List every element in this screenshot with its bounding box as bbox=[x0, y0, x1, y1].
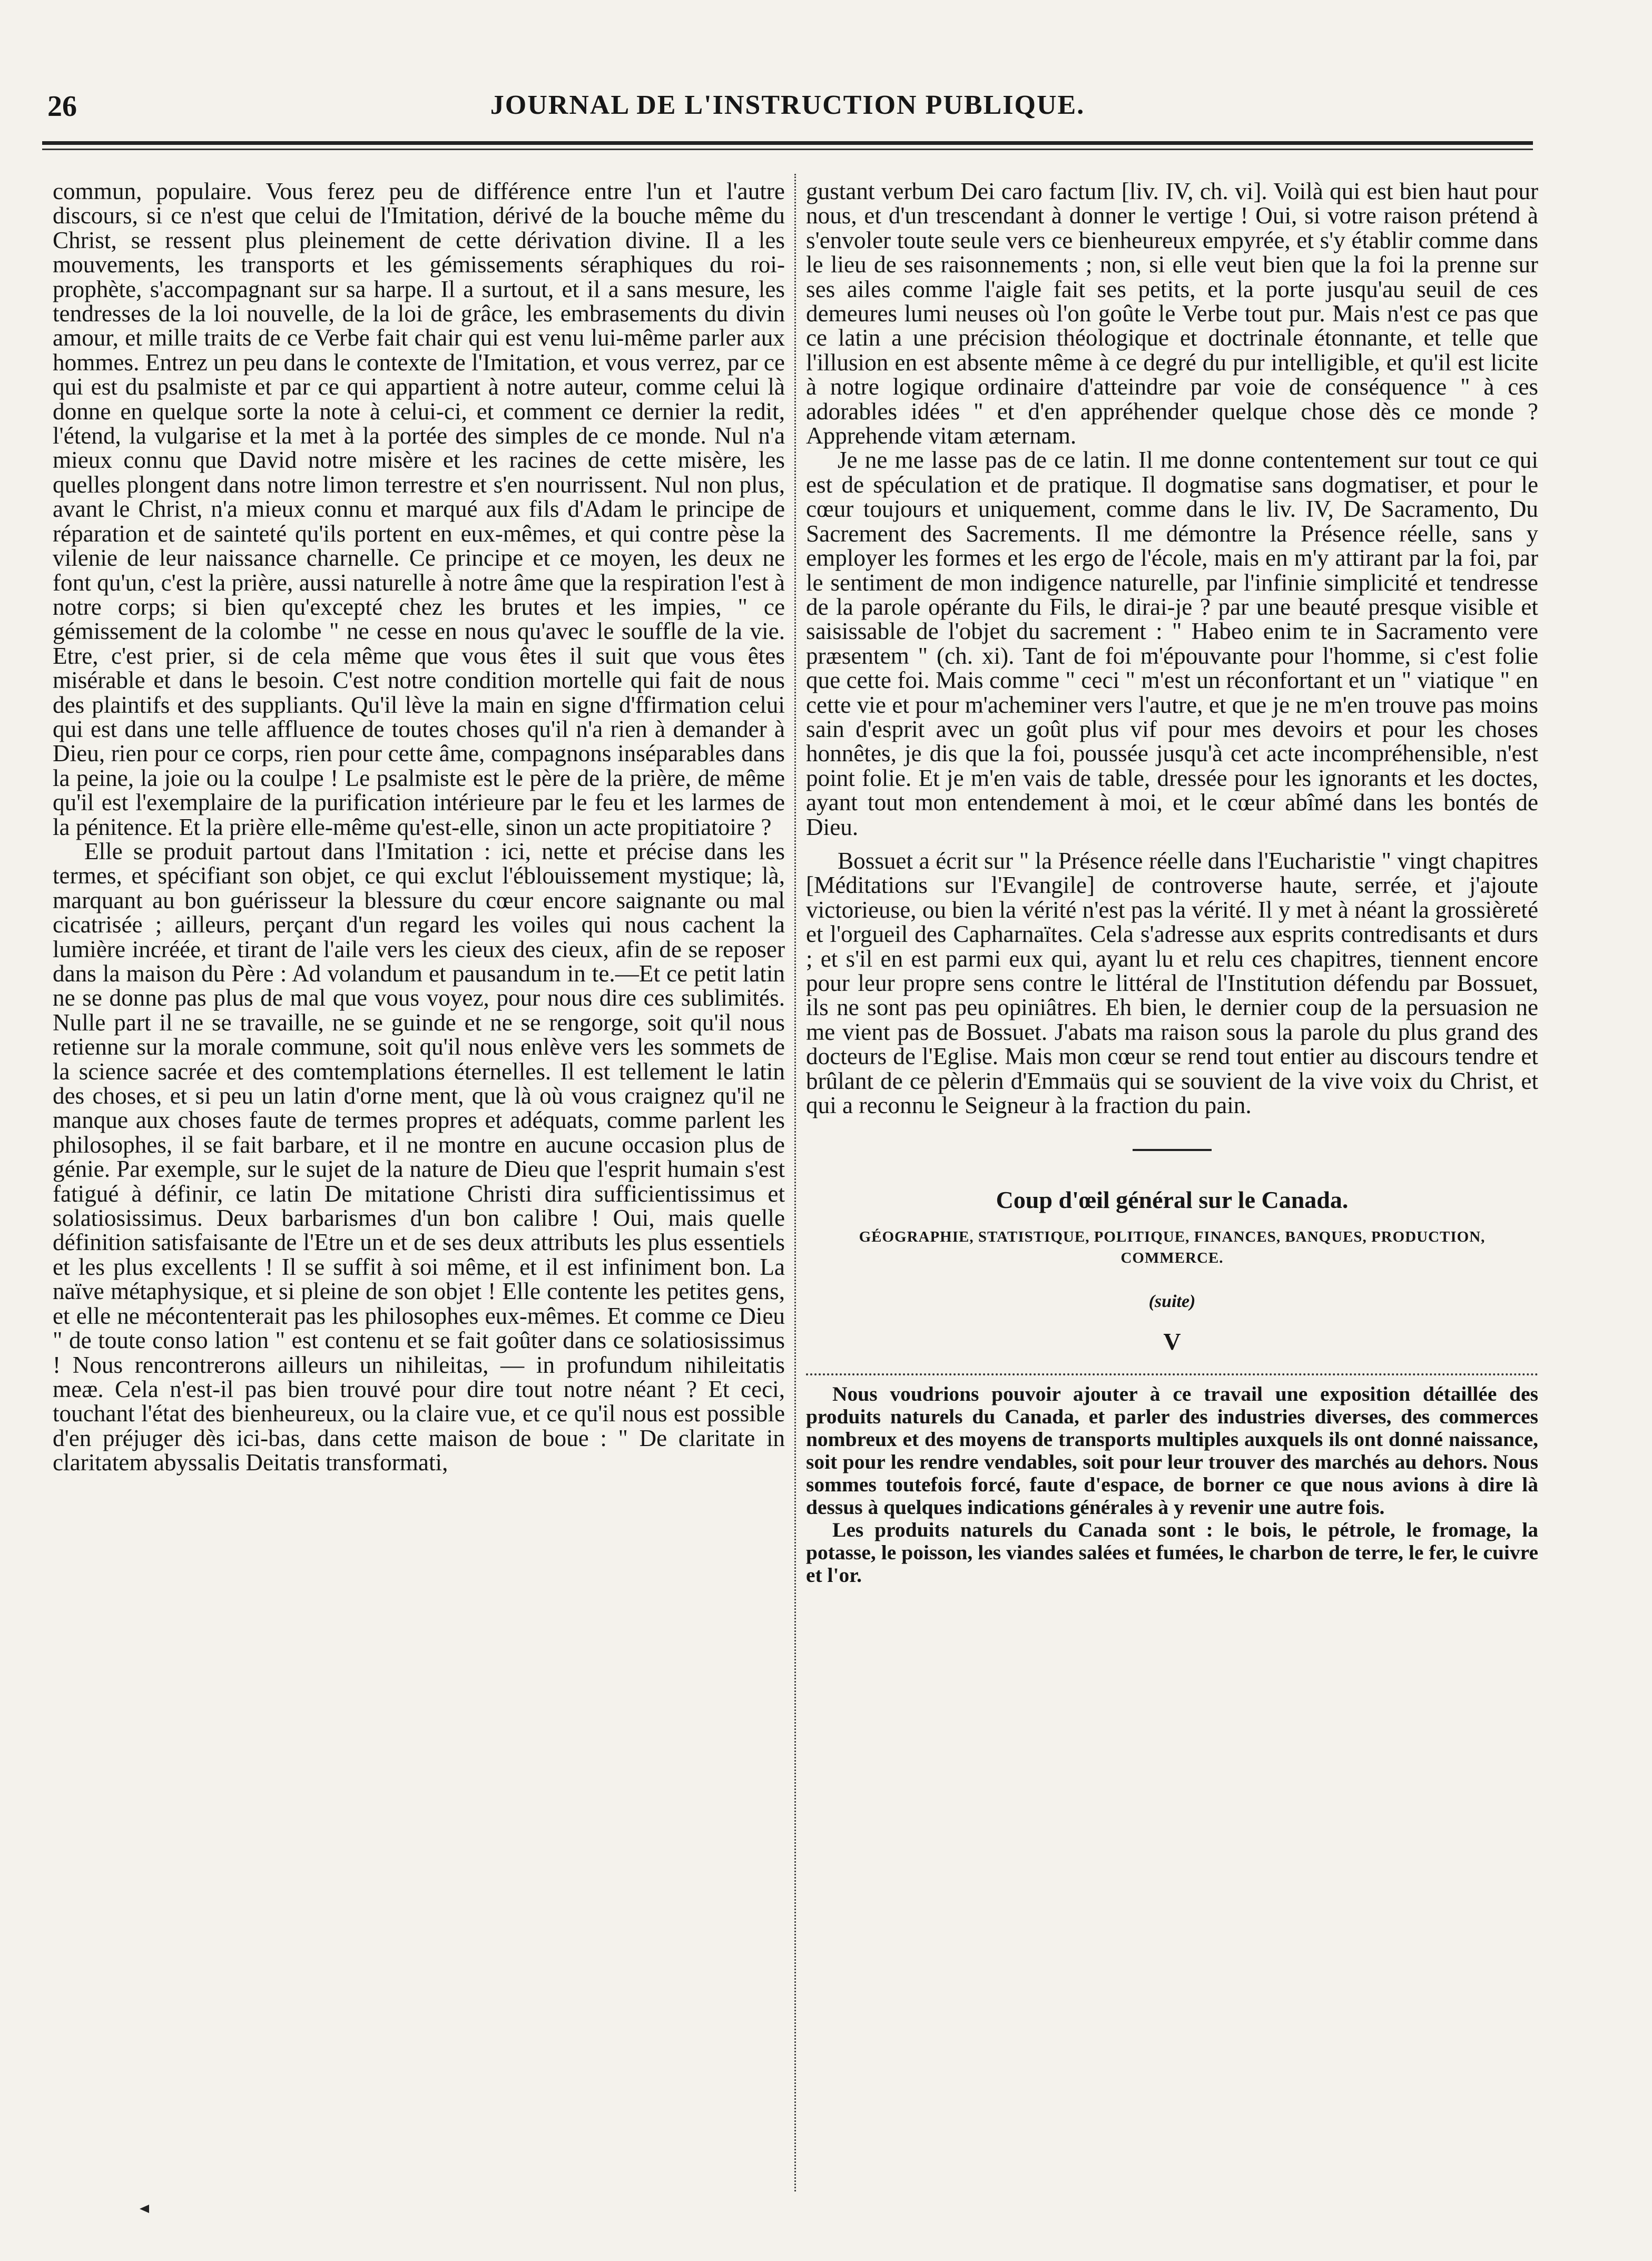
journal-title: JOURNAL DE L'INSTRUCTION PUBLIQUE. bbox=[490, 90, 1085, 120]
left-paragraph-2: Elle se produit partout dans l'Imitation : ici, nette et précise dans les termes, et spécifiant son objet, ce qui exclut l'éblouissement mystique; là, marquant au bon guérisseur la blessure du cœur encore saignante ou mal cicatrisée ; ailleurs, perçant d'un regard les voiles qui nous cachent la lumière incréée, et tirant de l'aile vers les cieux des cieux, afin de se reposer dans la maison du Père : Ad volandum et pausandum in te.—Et ce petit latin ne se donne pas plus de mal que vous voyez, pour nous dire ces sublimités. Nulle part il ne se travaille, ne se guinde et ne se rengorge, soit qu'il nous retienne sur la morale commune, soit qu'il nous enlève vers les sommets de la science sacrée et des comtemplations éternelles. Il est tellement le latin des choses, et si peu un latin d'orne ment, que là où vous craignez qu'il ne manque aux choses faute de termes propres et adéquats, comme parlent les philosophes, il se fait barbare, et il ne montre en aucune occasion plus de génie. Par exemple, sur le sujet de la nature de Dieu que l'esprit humain s'est fatigué à définir, ce latin De mitatione Christi dira sufficientissimus et solatiosissimus. Deux barbarismes d'un bon calibre ! Oui, mais quelle définition satisfaisante de l'Etre un et de ses deux attributs les plus essentiels et les plus excellents ! Il se suffit à soi même, et il est infiniment bon. La naïve métaphysique, et si pleine de son objet ! Elle contente les petites gens, et elle ne mécontenterait pas les philosophes eux-mêmes. Et comme ce Dieu " de toute conso lation " est contenu et se fait goûter dans ce solatiosissimus ! Nous rencontrerons ailleurs un nihileitas, — in profundum nihileitatis meæ. Cela n'est-il pas bien trouvé pour dire tout notre néant ? Et ceci, touchant l'état des bienheureux, ou la claire vue, et ce qu'il nous est possible d'en préjuger dès ici-bas, dans cette maison de boue : " De claritate in claritatem abyssalis Deitatis transformati, bbox=[53, 838, 785, 1476]
right-paragraph-3: Bossuet a écrit sur " la Présence réelle dans l'Eucharistie " vingt chapitres [Méditations sur l'Evangile] de controverse haute, serrée, et j'ajoute victorieuse, ou bien la vérité n'est pas la vérité. Il y met à néant la grossièreté et l'orgueil des Capharnaïtes. Cela s'adresse aux esprits contredisants et durs ; et s'il en est parmi eux qui, ayant lu et relu ces chapitres, tiennent encore pour leur propre sens contre le littéral de l'Institution défendu par Bossuet, ils ne sont pas peu opiniâtres. Eh bien, le dernier coup de la persuasion ne me vient pas de Bossuet. J'abats ma raison sous la parole du plus grand des docteurs de l'Eglise. Mais mon cœur se rend tout entier au discours tendre et brûlant de ce pèlerin d'Emmaüs qui se souvient de la vive voix du Christ, et qui a reconnu le Seigneur à la fraction du pain. bbox=[806, 847, 1538, 1119]
section-subtitle: GÉOGRAPHIE, STATISTIQUE, POLITIQUE, FINANCES, BANQUES, PRODUCTION, COMMERCE. bbox=[859, 1228, 1486, 1266]
right-paragraph-2: Je ne me lasse pas de ce latin. Il me donne contentement sur tout ce qui est de spéculation et de pratique. Il dogmatise sans dogmatiser, et pour le cœur toujours et uniquement, comme dans le liv. IV, De Sacramento, Du Sacrement des Sacrements. Il me démontre la Présence réelle, sans y employer les formes et les ergo de l'école, mais en m'y attirant par la foi, par le sentiment de mon indigence naturelle, par l'infinie simplicité et tendresse de la parole opérante du Fils, le dirai-je ? par une beauté presque visible et saisissable de l'objet du sacrement : " Habeo enim te in Sacramento vere præsentem " (ch. xi). Tant de foi m'épouvante pour l'homme, si c'est folie que cette foi. Mais comme " ceci " m'est un réconfortant et un " viatique " en cette vie et pour m'acheminer vers l'autre, et que je ne m'en trouve pas moins sain d'esprit avec un goût plus vif pour mes devoirs et pour les choses honnêtes, je dis que la foi, poussée jusqu'à cet acte incompréhensible, n'est point folie. Et je m'en vais de table, dressée pour les ignorants et les doctes, ayant tout mon entendement à moi, et le cœur abîmé dans les bontés de Dieu. bbox=[806, 447, 1538, 840]
left-paragraph-1: commun, populaire. Vous ferez peu de différence entre l'un et l'autre discours, si ce n'est que celui de l'Imitation, dérivé de la bouche même du Christ, se ressent plus pleinement de cette dérivation divine. Il a les mouvements, les transports et les gémissements séraphiques du roi-prophète, s'accompagnant sur sa harpe. Il a surtout, et il a sans mesure, les tendresses de la loi nouvelle, de la loi de grâce, les embrasements du divin amour, et mille traits de ce Verbe fait chair qui est venu lui-même parler aux hommes. Entrez un peu dans le contexte de l'Imitation, et vous verrez, par ce qui est du psalmiste et par ce qui appartient à notre auteur, comme celui là donne en quelque sorte la note à celui-ci, et comment ce dernier la redit, l'étend, la vulgarise et la met à la portée des simples de ce monde. Nul n'a mieux connu que David notre misère et les racines de cette misère, les quelles plongent dans notre limon terrestre et s'en nourrissent. Nul non plus, avant le Christ, n'a mieux connu et marqué aux fils d'Adam le principe de réparation et de sainteté qu'ils portent en eux-mêmes, et qui contre pèse la vilenie de leur naissance charnelle. Ce principe et ce moyen, les deux ne font qu'un, c'est la prière, aussi naturelle à notre âme que la respiration l'est à notre corps; si bien qu'excepté chez les brutes et les impies, " ce gémissement de la colombe " ne cesse en nous qu'avec le souffle de la vie. Etre, c'est prier, si de cela même que vous êtes il suit que vous êtes misérable et dans le besoin. C'est notre condition mortelle qui fait de nous des plaintifs et des suppliants. Qu'il lève la main en signe d'ffirmation celui qui est dans une telle affluence de toutes choses qu'il n'a rien à demander à Dieu, rien pour ce corps, rien pour cette âme, compagnons inséparables dans la peine, la joie ou la coulpe ! Le psalmiste est le père de la prière, de même qu'il est l'exemplaire de la purification intérieure par le feu et les larmes de la pénitence. Et la prière elle-même qu'est-elle, sinon un acte propitiatoire ? bbox=[53, 178, 785, 840]
page-number: 26 bbox=[47, 90, 77, 123]
section-continued: (suite) bbox=[1148, 1291, 1196, 1311]
column-divider bbox=[794, 174, 796, 2191]
note-paragraph-1: Nous voudrions pouvoir ajouter à ce travail une exposition détaillée des produits naturels du Canada, et parler des industries diverses, des commerces nombreux et des moyens de transports multiples auxquels ils ont donné naissance, soit pour les rendre vendables, soit pour leur trouver des marchés au dehors. Nous sommes toutefois forcé, faute d'espace, de borner ce que nous avions à dire là dessus à quelques indications générales à y revenir une autre fois. bbox=[806, 1382, 1538, 1519]
section-number: V bbox=[1163, 1328, 1181, 1355]
section-title: Coup d'œil général sur le Canada. bbox=[996, 1186, 1349, 1214]
right-paragraph-1: gustant verbum Dei caro factum [liv. IV, ch. vi]. Voilà qui est bien haut pour nous, et d'un trescendant à donner le vertige ! Oui, si votre raison prétend à s'envoler toute seule vers ce bienheureux empyrée, et s'y établir comme dans le lieu de ses raisonnements ; non, si elle veut bien que la foi la prenne sur ses ailes comme l'aigle fait ses petits, et la porte jusqu'au seuil de ces demeures lumi neuses où l'on goûte le Verbe tout pur. Mais n'est ce pas que ce latin a une précision théologique et doctrinale étonnante, et telle que l'illusion en est absente même à ce degré du pur intelligible, et qu'il est licite à notre logique ordinaire d'atteindre par voie de conséquence " à ces adorables idées " et d'en appréhender quelque chose dès ce monde ? Apprehende vitam æternam. bbox=[806, 178, 1538, 449]
section-separator bbox=[1133, 1149, 1212, 1151]
header-rule bbox=[42, 141, 1533, 145]
note-paragraph-2: Les produits naturels du Canada sont : le bois, le pétrole, le fromage, la potasse, le poisson, les viandes salées et fumées, le charbon de terre, le fer, le cuivre et l'or. bbox=[806, 1518, 1538, 1587]
printer-mark-icon bbox=[140, 2205, 149, 2213]
right-column bbox=[806, 179, 1538, 1587]
section-note bbox=[806, 1383, 1538, 1587]
dotted-rule bbox=[806, 1373, 1538, 1375]
header-rule-thin bbox=[42, 149, 1533, 150]
left-column bbox=[53, 179, 785, 1475]
page-header bbox=[42, 90, 1533, 126]
